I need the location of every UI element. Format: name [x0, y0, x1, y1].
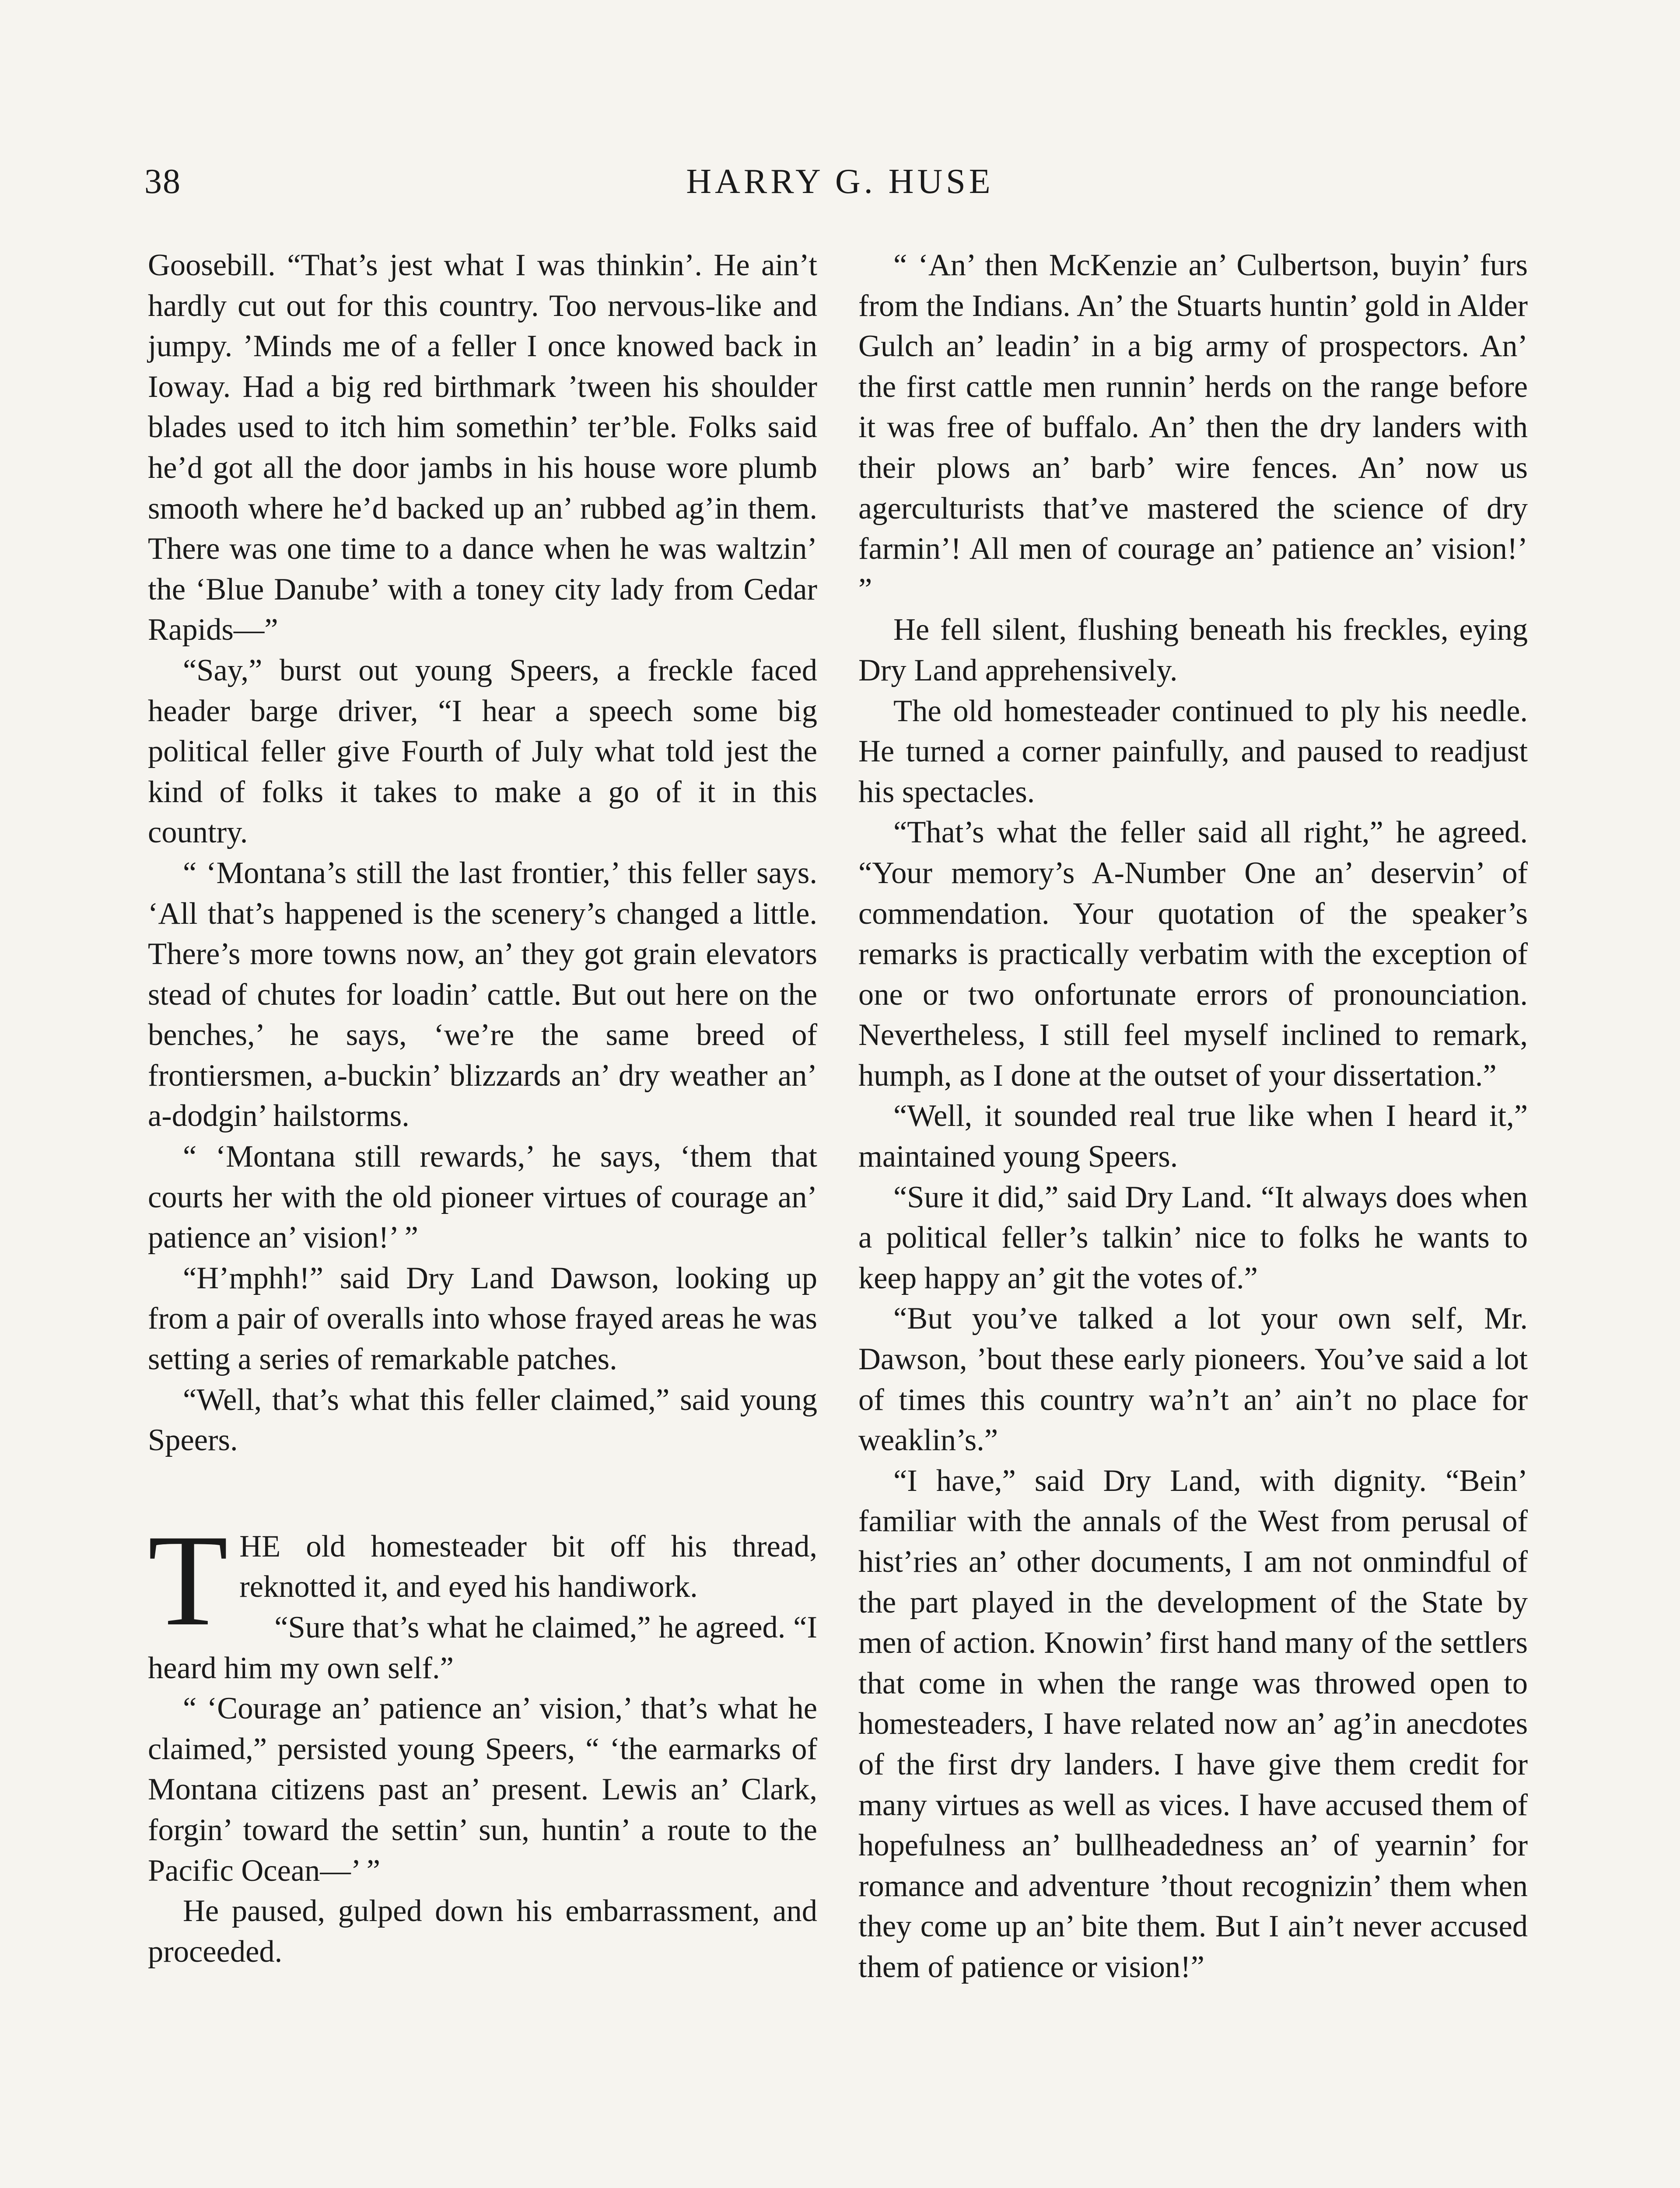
- paragraph: [858, 812, 1528, 1096]
- page-header: [144, 162, 1536, 210]
- paragraph: [148, 1891, 817, 1972]
- paragraph-text: “H’mphh!” said Dry Land Dawson, looking up from a pair of overalls into whose frayed areas he was setting a series of remarkable patches.: [148, 1261, 817, 1377]
- paragraph: [148, 1380, 817, 1461]
- paragraph: [858, 1096, 1528, 1177]
- paragraph: [858, 1177, 1528, 1299]
- paragraph: [148, 245, 817, 650]
- paragraph-text: “Sure that’s what he claimed,” he agreed. “I heard him my own self.”: [148, 1610, 817, 1685]
- paragraph: [148, 1136, 817, 1258]
- drop-cap: T: [148, 1507, 228, 1653]
- paragraph: [148, 650, 817, 853]
- right-column: [858, 245, 1528, 1988]
- paragraph: [858, 1461, 1528, 1988]
- paragraph-text: “I have,” said Dry Land, with dignity. “Bein’ familiar with the annals of the West from perusal of hist’ries an’ other documents, I am not onmindful of the part played in the development of the State by men of action. Knowin’ first hand many of the settlers that come in when the range was throwed open to homesteaders, I have related now an’ ag’in anecdotes of the first dry landers. I have give them credit for many virtues as well as vices. I have accused them of hopefulness an’ bullheadedness an’ of yearnin’ for romance and adventure ’thout recognizin’ them when they come up an’ bite them. But I ain’t never accused them of patience or vision!”: [858, 1463, 1528, 1984]
- left-column: [148, 245, 817, 1972]
- paragraph-text: “ ‘Montana still rewards,’ he says, ‘them that courts her with the old pioneer virtues of courage an’ patience an’ vision!’ ”: [148, 1140, 817, 1255]
- paragraph-text: “Well, that’s what this feller claimed,” said young Speers.: [148, 1382, 817, 1458]
- paragraph-text: “ ‘Montana’s still the last frontier,’ this feller says. ‘All that’s happened is the scenery’s changed a little. There’s more towns now, an’ they got grain elevators stead of chutes for loadin’ cattle. But out here on the benches,’ he says, ‘we’re the same breed of frontiersmen, a-buckin’ blizzards an’ dry weather an’ a-dodgin’ hailstorms.: [148, 856, 817, 1133]
- paragraph: [148, 1688, 817, 1891]
- paragraph-text: He paused, gulped down his embarrassment, and proceeded.: [148, 1894, 817, 1969]
- paragraph: [148, 1258, 817, 1380]
- paragraph-text: The old homesteader continued to ply his needle. He turned a corner painfully, and paused to readjust his spectacles.: [858, 694, 1528, 809]
- paragraph-text: “Say,” burst out young Speers, a freckle faced header barge driver, “I hear a speech some big political feller give Fourth of July what told jest the kind of folks it takes to make a go of it in this country.: [148, 653, 817, 850]
- paragraph-text: “ ‘An’ then McKenzie an’ Culbertson, buyin’ furs from the Indians. An’ the Stuarts huntin’ gold in Alder Gulch an’ leadin’ in a big army of prospectors. An’ the first cattle men runnin’ herds on the range before it was free of buffalo. An’ then the dry landers with their plows an’ barb’ wire fences. An’ now us agerculturists that’ve mastered the science of dry farmin’! All men of courage an’ patience an’ vision!’ ”: [858, 248, 1528, 607]
- paragraph: [858, 1298, 1528, 1460]
- paragraph: [858, 610, 1528, 691]
- paragraph: [148, 853, 817, 1136]
- paragraph-text: “That’s what the feller said all right,” he agreed. “Your memory’s A-Number One an’ deservin’ of commendation. Your quotation of the speaker’s remarks is practically verbatim with the exception of one or two onfortunate errors of pronounciation. Nevertheless, I still feel myself inclined to remark, humph, as I done at the outset of your dissertation.”: [858, 815, 1528, 1093]
- paragraph: [858, 245, 1528, 610]
- paragraph-text: “Sure it did,” said Dry Land. “It always does when a political feller’s talkin’ nice to folks he wants to keep happy an’ git the votes of.”: [858, 1180, 1528, 1295]
- paragraph-text: HE old homesteader bit off his thread, reknotted it, and eyed his handiwork.: [239, 1529, 817, 1604]
- paragraph-text: Goosebill. “That’s jest what I was thinkin’. He ain’t hardly cut out for this country. Too nervous-like and jumpy. ’Minds me of a feller I once knowed back in Ioway. Had a big red birthmark ’tween his shoulder blades used to itch him somethin’ ter’ble. Folks said he’d got all the door jambs in his house wore plumb smooth where he’d backed up an’ rubbed ag’in them. There was one time to a dance when he was waltzin’ the ‘Blue Danube’ with a toney city lady from Cedar Rapids—”: [148, 248, 817, 647]
- paragraph-text: “Well, it sounded real true like when I heard it,” maintained young Speers.: [858, 1099, 1528, 1174]
- paragraph-text: “ ‘Courage an’ patience an’ vision,’ that’s what he claimed,” persisted young Speers, “ ‘the earmarks of Montana citizens past an’ present. Lewis an’ Clark, forgin’ toward the settin’ sun, huntin’ a route to the Pacific Ocean—’ ”: [148, 1691, 817, 1888]
- running-title: HARRY G. HUSE: [686, 162, 994, 201]
- paragraph-text: “But you’ve talked a lot your own self, Mr. Dawson, ’bout these early pioneers. You’ve said a lot of times this country wa’n’t an’ ain’t no place for weaklin’s.”: [858, 1301, 1528, 1458]
- page-number: 38: [144, 162, 181, 201]
- paragraph-text: He fell silent, flushing beneath his freckles, eying Dry Land apprehensively.: [858, 613, 1528, 687]
- paragraph: [148, 1607, 817, 1688]
- paragraph: [858, 691, 1528, 813]
